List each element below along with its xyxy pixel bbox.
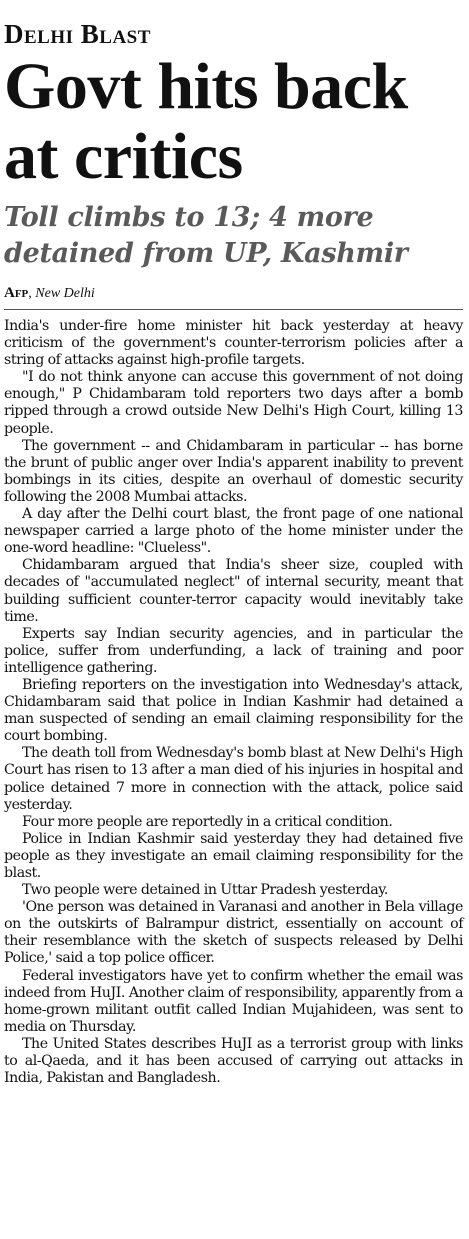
article-paragraph: The United States describes HuJI as a terrorist group with links to al-Qaeda, and it has been accused of carrying out attacks in India, Pakistan and Bangladesh. bbox=[4, 1035, 463, 1087]
byline-agency: Afp bbox=[4, 285, 29, 301]
article-paragraph: "I do not think anyone can accuse this government of not doing enough," P Chidambaram told reporters two days after a bomb ripped through a crowd outside New Delhi's High Court, killing 13 people. bbox=[4, 369, 463, 437]
article-paragraph: Chidambaram argued that India's sheer size, coupled with decades of "accumulated neglect" of internal security, meant that building sufficient counter-terror capacity would inevitably take time. bbox=[4, 557, 463, 625]
article-paragraph: The death toll from Wednesday's bomb blast at New Delhi's High Court has risen to 13 after a man died of his injuries in hospital and police detained 7 more in connection with the attack, police said yesterday. bbox=[4, 745, 463, 813]
byline-separator: , bbox=[28, 286, 36, 301]
headline: Govt hits back at critics bbox=[4, 50, 408, 193]
article-paragraph: Briefing reporters on the investigation into Wednesday's attack, Chidambaram said that police in Indian Kashmir had detained a man suspected of sending an email claiming responsibility for the court bombing. bbox=[4, 676, 463, 745]
byline bbox=[4, 284, 463, 310]
article-paragraph: Four more people are reportedly in a critical condition. bbox=[22, 813, 393, 830]
article-paragraph: Federal investigators have yet to confirm whether the email was indeed from HuJI. Another claim of responsibility, apparently from a home-grown militant outfit called Indian Mujahideen, was sent to media on Thursday. bbox=[4, 967, 463, 1035]
article-paragraph: Police in Indian Kashmir said yesterday they had detained five people as they investigate an email claiming responsibility for the blast. bbox=[4, 830, 463, 881]
article-paragraph: A day after the Delhi court blast, the front page of one national newspaper carried a large photo of the home minister under the one-word headline: "Clueless". bbox=[4, 506, 463, 557]
article-paragraph: 'One person was detained in Varanasi and another in Bela village on the outskirts of Balrampur district, essentially on account of their resemblance with the sketch of suspects released by Delhi Police,' said a top police officer. bbox=[4, 899, 463, 967]
article-paragraph: India's under-fire home minister hit back yesterday at heavy criticism of the government's counter-terrorism policies after a string of attacks against high-profile targets. bbox=[4, 318, 463, 369]
section-kicker: Delhi Blast bbox=[4, 19, 151, 49]
subheadline: Toll climbs to 13; 4 more detained from UP, Kashmir bbox=[4, 202, 408, 269]
article-paragraph: Two people were detained in Uttar Pradesh yesterday. bbox=[22, 882, 388, 899]
byline-location: New Delhi bbox=[35, 286, 95, 301]
article-paragraph: The government -- and Chidambaram in particular -- has borne the brunt of public anger over India's apparent inability to prevent bombings in its cities, despite an overhaul of domestic security following the 2008 Mumbai attacks. bbox=[4, 437, 463, 505]
article-body bbox=[4, 318, 463, 1087]
article-paragraph: Experts say Indian security agencies, and in particular the police, suffer from underfunding, a lack of training and poor intelligence gathering. bbox=[4, 625, 463, 676]
